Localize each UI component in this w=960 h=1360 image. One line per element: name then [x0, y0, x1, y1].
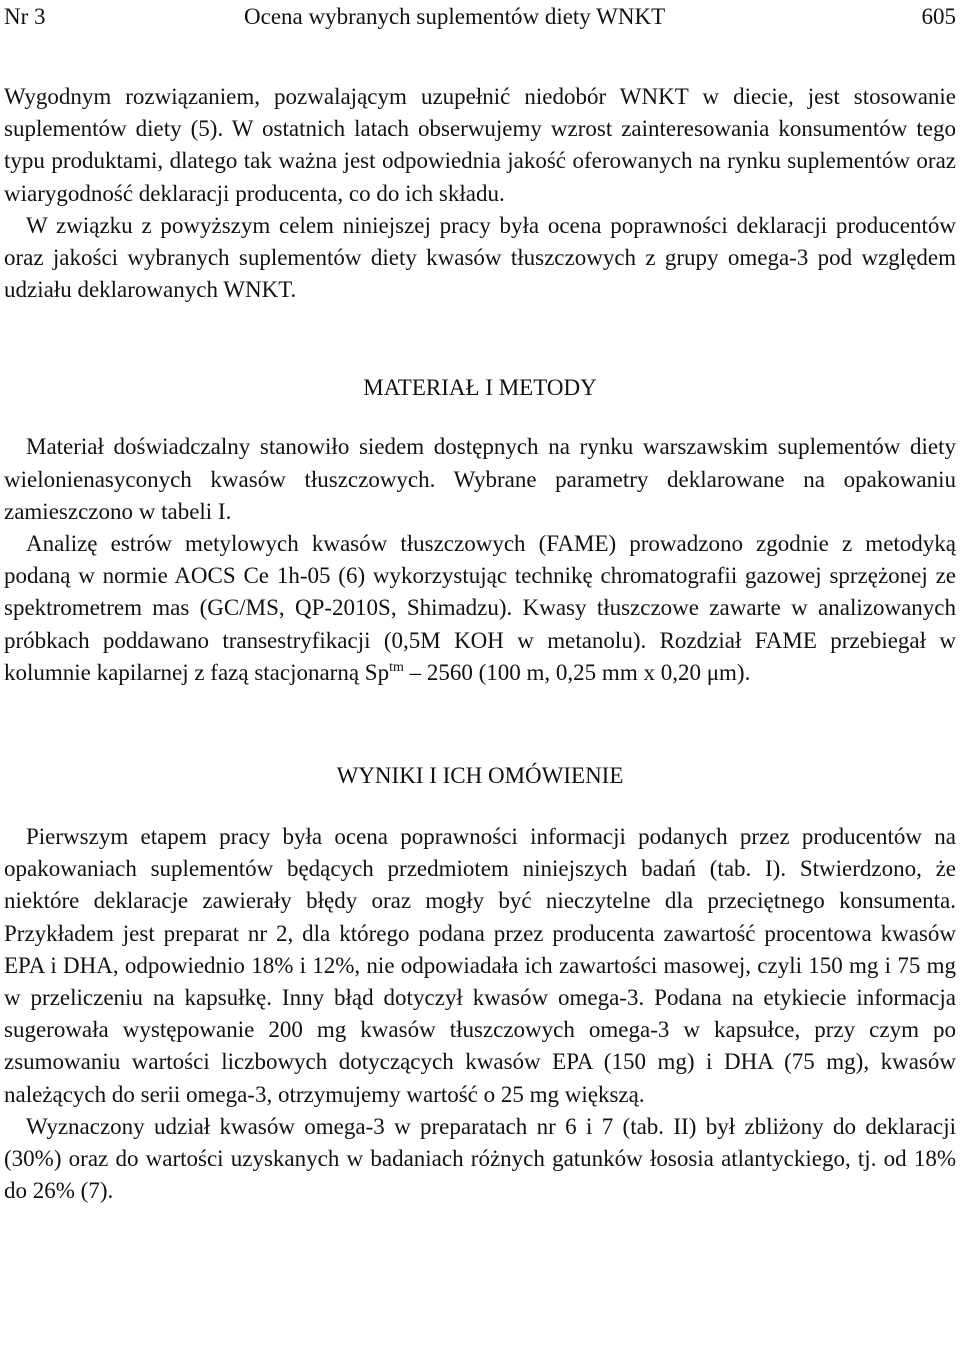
methods-paragraph-2-main: Analizę estrów metylowych kwasów tłuszczowych (FAME) prowadzono zgodnie z metodyką podaną w normie AOCS Ce 1h-05 (6) wykorzystując technikę chromatografii gazowej sprzężonej ze spektrometrem mas (GC/MS, QP-2010S, Shimadzu). Kwasy tłuszczowe zawarte w analizowanych próbkach poddawano transestryfikacji (0,5M KOH w metanolu). Rozdział FAME przebiegał w kolumnie kapilarnej z fazą stacjonarną Sp [4, 531, 956, 685]
trademark-superscript: tm [389, 659, 404, 675]
methods-paragraph-1: Materiał doświadczalny stanowiło siedem dostępnych na rynku warszawskim suplementów diety wielonienasyconych kwasów tłuszczowych. Wybrane parametry deklarowane na opakowaniu zamieszczono w tabeli I. [4, 434, 956, 524]
document-page [4, 0, 956, 1207]
results-paragraph-1: Pierwszym etapem pracy była ocena poprawności informacji podanych przez producentów na opakowaniach suplementów będących przedmiotem niniejszych badań (tab. I). Stwierdzono, że niektóre deklaracje zawierały błędy oraz mogły być nieczytelne dla przeciętnego konsumenta. Przykładem jest preparat nr 2, dla którego podana przez producenta zawartość procentowa kwasów EPA i DHA, odpowiednio 18% i 12%, nie odpowiadała ich zawartości masowej, czyli 150 mg i 75 mg w przeliczeniu na kapsułkę. Inny błąd dotyczył kwasów omega-3. Podana na etykiecie informacja sugerowała występowanie 200 mg kwasów tłuszczowych omega-3 w kapsułce, przy czym po zsumowaniu wartości liczbowych dotyczących kwasów EPA (150 mg) i DHA (75 mg), kwasów należących do serii omega-3, otrzymujemy wartość o 25 mg większą. [4, 824, 956, 1107]
section-heading-results: WYNIKI I ICH OMÓWIENIE [336, 763, 624, 789]
issue-number: Nr 3 [4, 4, 46, 29]
intro-paragraph-2: W związku z powyższym celem niniejszej pracy była ocena poprawności deklaracji producentów oraz jakości wybranych suplementów diety kwasów tłuszczowych z grupy omega-3 pod względem udziału deklarowanych WNKT. [4, 212, 956, 303]
methods-paragraph-2-tail: – 2560 (100 m, 0,25 mm x 0,20 μm). [403, 659, 751, 685]
intro-paragraph-1: Wygodnym rozwiązaniem, pozwalającym uzupełnić niedobór WNKT w diecie, jest stosowanie suplementów diety (5). W ostatnich latach obserwujemy wzrost zainteresowania konsumentów tego typu produktami, dlatego tak ważna jest odpowiednia jakość oferowanych na rynku suplementów oraz wiarygodność deklaracji producenta, co do ich składu. [4, 84, 956, 206]
results-paragraph-2: Wyznaczony udział kwasów omega-3 w preparatach nr 6 i 7 (tab. II) był zbliżony do deklaracji (30%) oraz do wartości uzyskanych w badaniach różnych gatunków łososia atlantyckiego, tj. od 18% do 26% (7). [4, 1113, 956, 1204]
section-heading-methods: MATERIAŁ I METODY [363, 375, 597, 401]
running-title: Ocena wybranych suplementów diety WNKT [244, 4, 666, 29]
page-number: 605 [921, 4, 956, 29]
running-header [4, 0, 956, 34]
methods-paragraph-2 [4, 528, 956, 689]
